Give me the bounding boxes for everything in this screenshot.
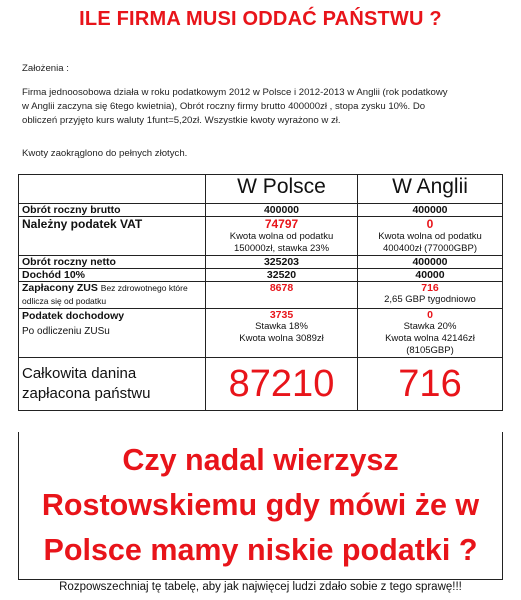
row-label-cell — [19, 309, 206, 358]
table-row-total — [19, 358, 503, 411]
row-label: Obrót roczny netto — [19, 256, 206, 269]
england-note: Kwota wolna od podatku 400400zł (77000GBP) — [378, 231, 482, 254]
table-row-vat — [19, 217, 503, 256]
header-empty-cell — [19, 175, 206, 204]
row-label: Dochód 10% — [19, 269, 206, 282]
question-line: Polsce mamy niskie podatki ? — [43, 533, 478, 567]
england-value: 400000 — [358, 204, 503, 217]
table-row-gross — [19, 204, 503, 217]
row-label: Całkowita danina — [22, 365, 137, 382]
row-label-note: Po odliczeniu ZUSu — [22, 326, 110, 337]
assumptions-line: w Anglii zaczyna się 6tego kwietnia), Obrót roczny firmy brutto 400000zł , stopa zysku 10%. Do — [22, 101, 426, 112]
england-note: Stawka 20% — [403, 321, 457, 332]
england-cell — [358, 217, 503, 256]
england-value: 716 — [421, 282, 439, 294]
row-label: Należny podatek VAT — [19, 217, 206, 256]
footer-text: Rozpowszechniaj tę tabelę, aby jak najwięcej ludzi zdało sobie z tego sprawę!!! — [59, 581, 462, 593]
tax-comparison-table — [18, 174, 503, 411]
table-row-net — [19, 256, 503, 269]
england-value: 0 — [427, 309, 433, 321]
assumptions-line: obliczeń przyjęto kurs waluty 1funt=5,20zł. Wszystkie kwoty wyrażono w zł. — [22, 115, 341, 126]
row-label-cell — [19, 282, 206, 309]
poland-cell — [206, 358, 358, 411]
table-row-zus — [19, 282, 503, 309]
poland-note: Stawka 18% — [255, 321, 308, 332]
england-cell — [358, 358, 503, 411]
england-value: 40000 — [358, 269, 503, 282]
row-label: zapłacona państwu — [22, 385, 151, 402]
table-header-row — [19, 175, 503, 204]
england-value: 400000 — [358, 256, 503, 269]
poland-value: 400000 — [206, 204, 358, 217]
question-line: Czy nadal wierzysz — [122, 443, 399, 477]
poland-cell — [206, 217, 358, 256]
header-poland: W Polsce — [206, 175, 358, 204]
england-total: 716 — [398, 363, 462, 405]
row-label: Obrót roczny brutto — [19, 204, 206, 217]
row-label-cell — [19, 358, 206, 411]
row-label-note: Bez zdrowotnego które odlicza się od podatku — [22, 283, 188, 306]
poland-note: Kwota wolna od podatku 150000zł, stawka 23% — [229, 231, 334, 254]
poland-cell — [206, 282, 358, 309]
poland-value: 325203 — [206, 256, 358, 269]
question-banner — [18, 432, 503, 580]
assumptions-rounding-note: Kwoty zaokrąglono do pełnych złotych. — [22, 148, 188, 159]
poland-total: 87210 — [228, 363, 335, 405]
poland-value: 74797 — [264, 217, 299, 231]
poland-cell — [206, 309, 358, 358]
england-cell — [358, 309, 503, 358]
poland-value: 3735 — [269, 309, 294, 321]
poland-note: Kwota wolna 3089zł — [239, 333, 324, 344]
poland-value: 8678 — [269, 282, 294, 294]
row-label: Zapłacony ZUS — [22, 282, 98, 294]
page-title: ILE FIRMA MUSI ODDAĆ PAŃSTWU ? — [79, 8, 442, 30]
header-england: W Anglii — [358, 175, 503, 204]
question-line: Rostowskiemu gdy mówi że w — [41, 488, 480, 522]
england-note: Kwota wolna 42146zł (8105GBP) — [385, 333, 475, 356]
assumptions-line: Firma jednoosobowa działa w roku podatkowym 2012 w Polsce i 2012-2013 w Anglii (rok podatkowy — [22, 87, 448, 98]
poland-value: 32520 — [206, 269, 358, 282]
table-row-income — [19, 269, 503, 282]
england-note: 2,65 GBP tygodniowo — [384, 294, 476, 305]
england-value: 0 — [426, 217, 434, 231]
row-label: Podatek dochodowy — [22, 310, 125, 322]
england-cell — [358, 282, 503, 309]
table-row-income-tax — [19, 309, 503, 358]
assumptions-heading: Założenia : — [22, 63, 69, 74]
